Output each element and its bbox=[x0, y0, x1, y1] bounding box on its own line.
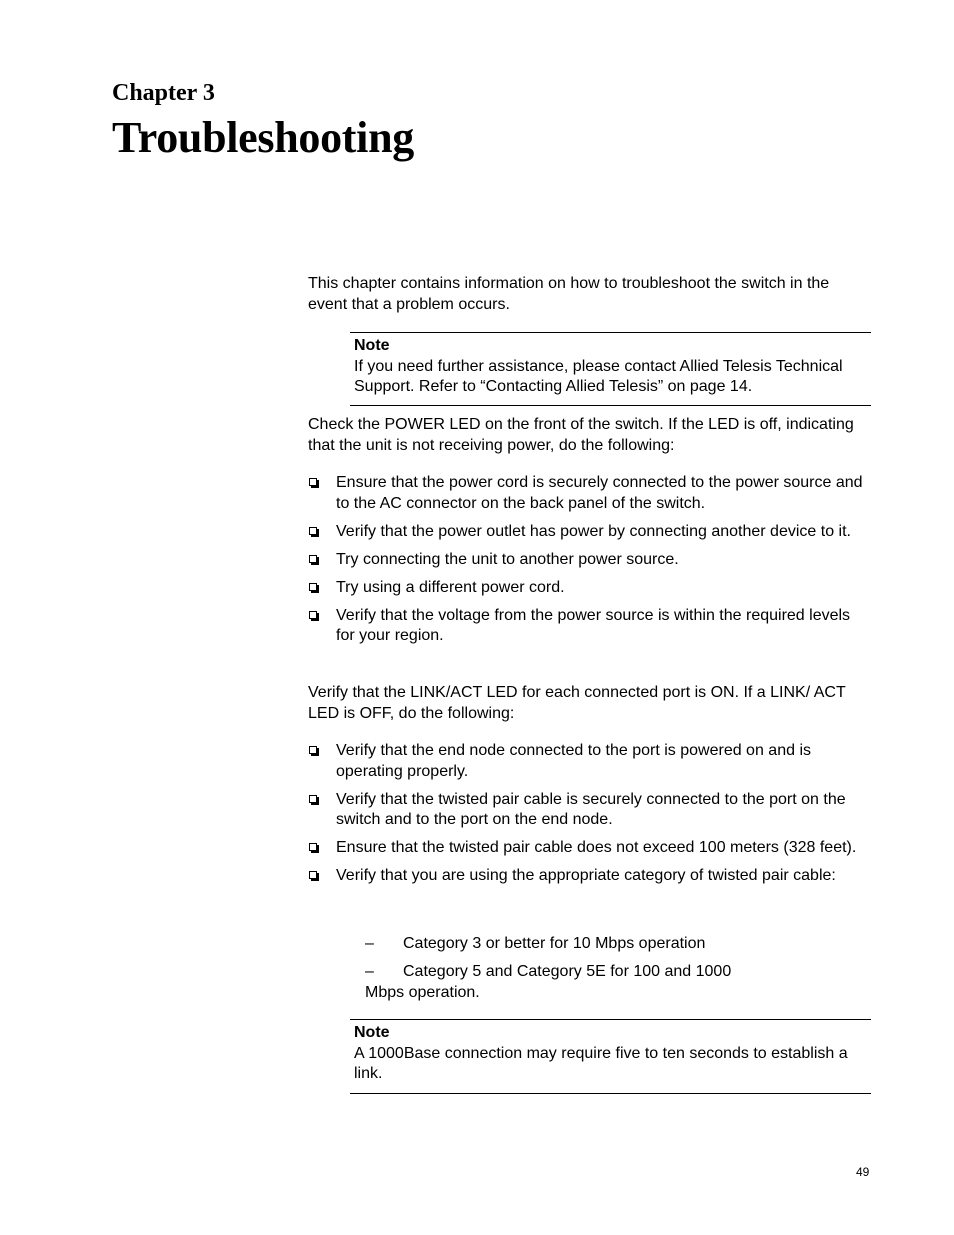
list-item bbox=[308, 550, 872, 571]
list-item bbox=[308, 606, 872, 647]
checkbox-bullet-icon bbox=[309, 746, 317, 754]
checkbox-bullet-icon bbox=[309, 527, 317, 535]
list-item-text: Verify that the voltage from the power source is within the required levels for your region. bbox=[336, 606, 851, 644]
checkbox-bullet-icon bbox=[309, 478, 317, 486]
checkbox-bullet-icon bbox=[309, 583, 317, 591]
list-item-text: Verify that the power outlet has power by connecting another device to it. bbox=[336, 522, 851, 540]
list-item-text: Try using a different power cord. bbox=[336, 578, 565, 596]
list-item bbox=[308, 741, 872, 782]
note-box-1000base bbox=[350, 1019, 871, 1094]
list-item bbox=[308, 866, 872, 887]
power-intro-block bbox=[308, 415, 872, 456]
note-box-support bbox=[350, 332, 871, 406]
list-item-text: Verify that you are using the appropriate category of twisted pair cable: bbox=[336, 867, 836, 884]
note-text: A 1000Base connection may require five to ten seconds to establish a link. bbox=[354, 1044, 848, 1082]
note-text: If you need further assistance, please contact Allied Telesis Technical Support. Refer to “Contacting Allied Telesis” on page 14. bbox=[354, 357, 843, 395]
note-heading: Note bbox=[354, 337, 390, 354]
checkbox-bullet-icon bbox=[309, 611, 317, 619]
list-item bbox=[308, 790, 872, 831]
list-item-text: Ensure that the twisted pair cable does not exceed 100 meters (328 feet). bbox=[336, 839, 857, 856]
power-intro-paragraph: Check the POWER LED on the front of the switch. If the LED is off, indicating that the unit is not receiving power, do the following: bbox=[308, 416, 854, 454]
link-intro-block bbox=[308, 683, 872, 724]
sub-list-item bbox=[365, 962, 865, 983]
list-item bbox=[308, 473, 872, 514]
list-item-text: Try connecting the unit to another power source. bbox=[336, 550, 679, 568]
sub-list-item-text: Category 5 and Category 5E for 100 and 1000 bbox=[403, 963, 732, 980]
checkbox-bullet-icon bbox=[309, 795, 317, 803]
sub-list-item-continuation bbox=[365, 983, 865, 1004]
note-heading: Note bbox=[354, 1024, 390, 1041]
intro-paragraph-block bbox=[308, 274, 872, 315]
dash-bullet-icon: – bbox=[365, 935, 374, 952]
page-number: 49 bbox=[856, 1165, 870, 1179]
checkbox-bullet-icon bbox=[309, 843, 317, 851]
sub-list-item-text: Category 3 or better for 10 Mbps operation bbox=[403, 935, 706, 952]
list-item bbox=[308, 838, 872, 859]
power-checklist bbox=[308, 473, 872, 654]
list-item bbox=[308, 522, 872, 543]
list-item-text: Verify that the twisted pair cable is securely connected to the port on the switch and to the port on the end node. bbox=[336, 790, 846, 828]
link-intro-paragraph: Verify that the LINK/ACT LED for each connected port is ON. If a LINK/ ACT LED is OFF, do the following: bbox=[308, 684, 846, 722]
checkbox-bullet-icon bbox=[309, 871, 317, 879]
list-item-text: Ensure that the power cord is securely connected to the power source and to the AC connector on the back panel of the switch. bbox=[336, 474, 863, 512]
sub-list-item-text: Mbps operation. bbox=[365, 984, 480, 1001]
dash-bullet-icon: – bbox=[365, 963, 374, 980]
checkbox-bullet-icon bbox=[309, 555, 317, 563]
link-checklist bbox=[308, 741, 872, 894]
chapter-label: Chapter 3 bbox=[112, 80, 215, 106]
list-item-text: Verify that the end node connected to the port is powered on and is operating properly. bbox=[336, 742, 811, 780]
sub-list-item bbox=[365, 934, 865, 955]
intro-paragraph: This chapter contains information on how to troubleshoot the switch in the event that a problem occurs. bbox=[308, 275, 830, 313]
chapter-title: Troubleshooting bbox=[112, 113, 414, 162]
list-item bbox=[308, 578, 872, 599]
